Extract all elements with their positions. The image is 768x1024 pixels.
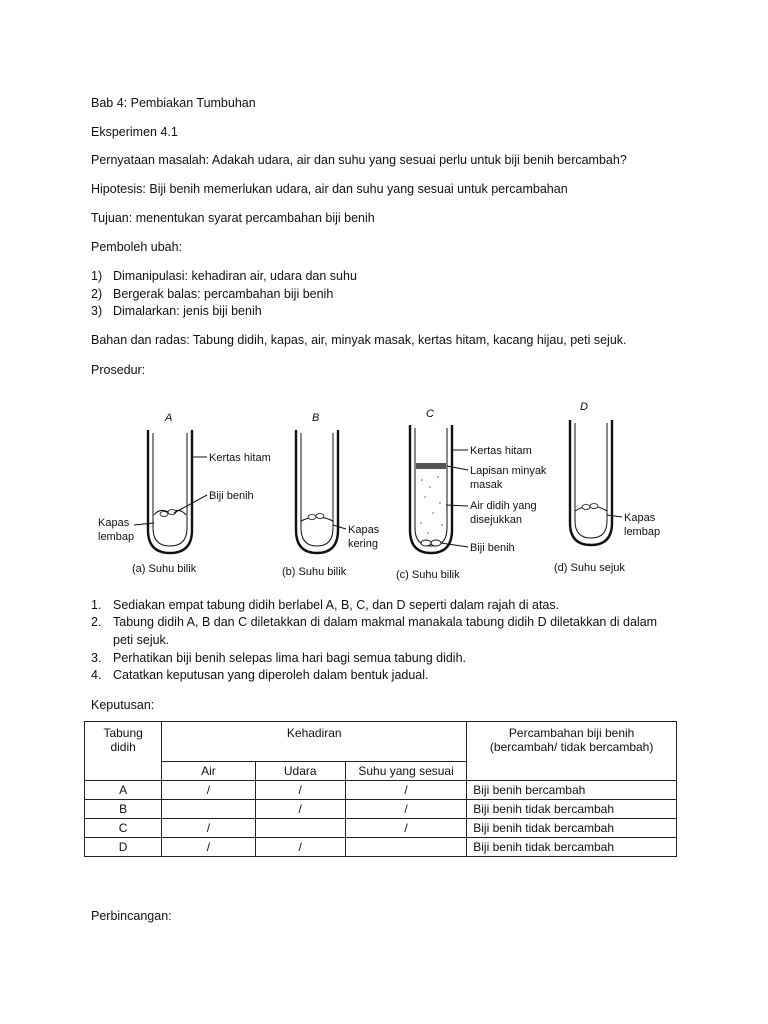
header-percambahan-line-1: Percambahan biji benih: [508, 726, 635, 740]
tube-a: [98, 412, 271, 575]
chapter-title: Bab 4: Pembiakan Tumbuhan: [91, 96, 256, 110]
variable-num: 1): [91, 269, 103, 283]
variables-heading: Pemboleh ubah:: [91, 240, 183, 254]
tube-a-kertas-label: Kertas hitam: [209, 452, 271, 464]
subheader-air: Air: [162, 762, 255, 781]
discussion-heading: Perbincangan:: [91, 909, 172, 923]
tube-a-biji-label: Biji benih: [209, 490, 254, 502]
cell-udara: /: [255, 800, 345, 819]
tube-a-kapas-label-1: Kapas: [98, 517, 130, 529]
tube-a-kapas-label-2: lembap: [98, 531, 135, 543]
experiment-title: Eksperimen 4.1: [91, 125, 178, 139]
cell-suhu: /: [345, 819, 466, 838]
table-row: [85, 819, 677, 838]
table-row: [85, 800, 677, 819]
cell-suhu: [345, 838, 466, 857]
step-text: Tabung didih A, B dan C diletakkan di dalam makmal manakala tabung didih D diletakkan di dalam: [113, 615, 658, 629]
cell-tube: D: [85, 838, 162, 857]
tube-a-letter: A: [165, 412, 173, 424]
step-text: peti sejuk.: [113, 633, 170, 647]
header-percambahan: [467, 722, 677, 781]
table-row: [85, 838, 677, 857]
cell-air: /: [162, 781, 255, 800]
tube-c-caption: (c) Suhu bilik: [396, 569, 460, 581]
subheader-udara: Udara: [255, 762, 345, 781]
tube-c-air-label-2: disejukkan: [470, 514, 522, 526]
cell-air: /: [162, 819, 255, 838]
step-text: Sediakan empat tabung didih berlabel A, B, C, dan D seperti dalam rajah di atas.: [113, 598, 560, 612]
hypothesis: Hipotesis: Biji benih memerlukan udara, air dan suhu yang sesuai untuk percambahan: [91, 182, 568, 196]
tube-c-biji-label: Biji benih: [470, 542, 515, 554]
tube-c-minyak-label-2: masak: [470, 479, 503, 491]
variable-num: 2): [91, 287, 103, 301]
variable-text: Dimanipulasi: kehadiran air, udara dan suhu: [113, 269, 357, 283]
variable-text: Dimalarkan: jenis biji benih: [113, 304, 262, 318]
tube-b-letter: B: [312, 412, 320, 424]
tube-c-minyak-label-1: Lapisan minyak: [470, 465, 547, 477]
step-text: Catatkan keputusan yang diperoleh dalam bentuk jadual.: [113, 668, 429, 682]
aim: Tujuan: menentukan syarat percambahan biji benih: [91, 211, 375, 225]
tube-d: [554, 401, 660, 574]
step-num: 3.: [91, 651, 102, 665]
tube-b-kapas-label-1: Kapas: [348, 524, 380, 536]
cell-result: Biji benih tidak bercambah: [467, 838, 677, 857]
variable-num: 3): [91, 304, 103, 318]
cell-suhu: /: [345, 781, 466, 800]
tube-a-caption: (a) Suhu bilik: [132, 563, 197, 575]
tube-b: [282, 412, 380, 578]
results-heading: Keputusan:: [91, 698, 155, 712]
tube-b-caption: (b) Suhu bilik: [282, 566, 347, 578]
step-num: 1.: [91, 598, 102, 612]
problem-statement: Pernyataan masalah: Adakah udara, air dan suhu yang sesuai perlu untuk biji benih bercambah?: [91, 153, 627, 167]
cell-air: /: [162, 838, 255, 857]
results-table: [84, 721, 677, 857]
tube-c-kertas-label: Kertas hitam: [470, 445, 532, 457]
tube-d-kapas-label-2: lembap: [624, 526, 661, 538]
cell-udara: [255, 819, 345, 838]
tube-c: [396, 408, 547, 581]
cell-suhu: /: [345, 800, 466, 819]
experiment-diagram: [90, 395, 690, 590]
cell-tube: C: [85, 819, 162, 838]
step-text: Perhatikan biji benih selepas lima hari bagi semua tabung didih.: [113, 651, 466, 665]
cell-udara: /: [255, 781, 345, 800]
step-num: 4.: [91, 668, 102, 682]
cell-result: Biji benih bercambah: [467, 781, 677, 800]
header-tabung: Tabung didih: [85, 722, 162, 781]
cell-tube: A: [85, 781, 162, 800]
tube-d-letter: D: [580, 401, 588, 413]
tube-c-letter: C: [426, 408, 434, 420]
step-num: 2.: [91, 615, 102, 629]
cell-result: Biji benih tidak bercambah: [467, 800, 677, 819]
header-kehadiran: Kehadiran: [162, 722, 467, 762]
tube-c-air-label-1: Air didih yang: [470, 500, 537, 512]
table-header-row: [85, 722, 677, 762]
materials: Bahan dan radas: Tabung didih, kapas, air, minyak masak, kertas hitam, kacang hijau, peti sejuk.: [91, 333, 627, 347]
procedure-heading: Prosedur:: [91, 363, 146, 377]
cell-air: [162, 800, 255, 819]
tube-b-kapas-label-2: kering: [348, 538, 378, 550]
cell-udara: /: [255, 838, 345, 857]
tube-d-caption: (d) Suhu sejuk: [554, 562, 625, 574]
cell-result: Biji benih tidak bercambah: [467, 819, 677, 838]
variable-text: Bergerak balas: percambahan biji benih: [113, 287, 334, 301]
header-percambahan-line-2: (bercambah/ tidak bercambah): [489, 740, 654, 754]
tube-d-kapas-label-1: Kapas: [624, 512, 656, 524]
subheader-suhu: Suhu yang sesuai: [345, 762, 466, 781]
table-row: [85, 781, 677, 800]
cell-tube: B: [85, 800, 162, 819]
